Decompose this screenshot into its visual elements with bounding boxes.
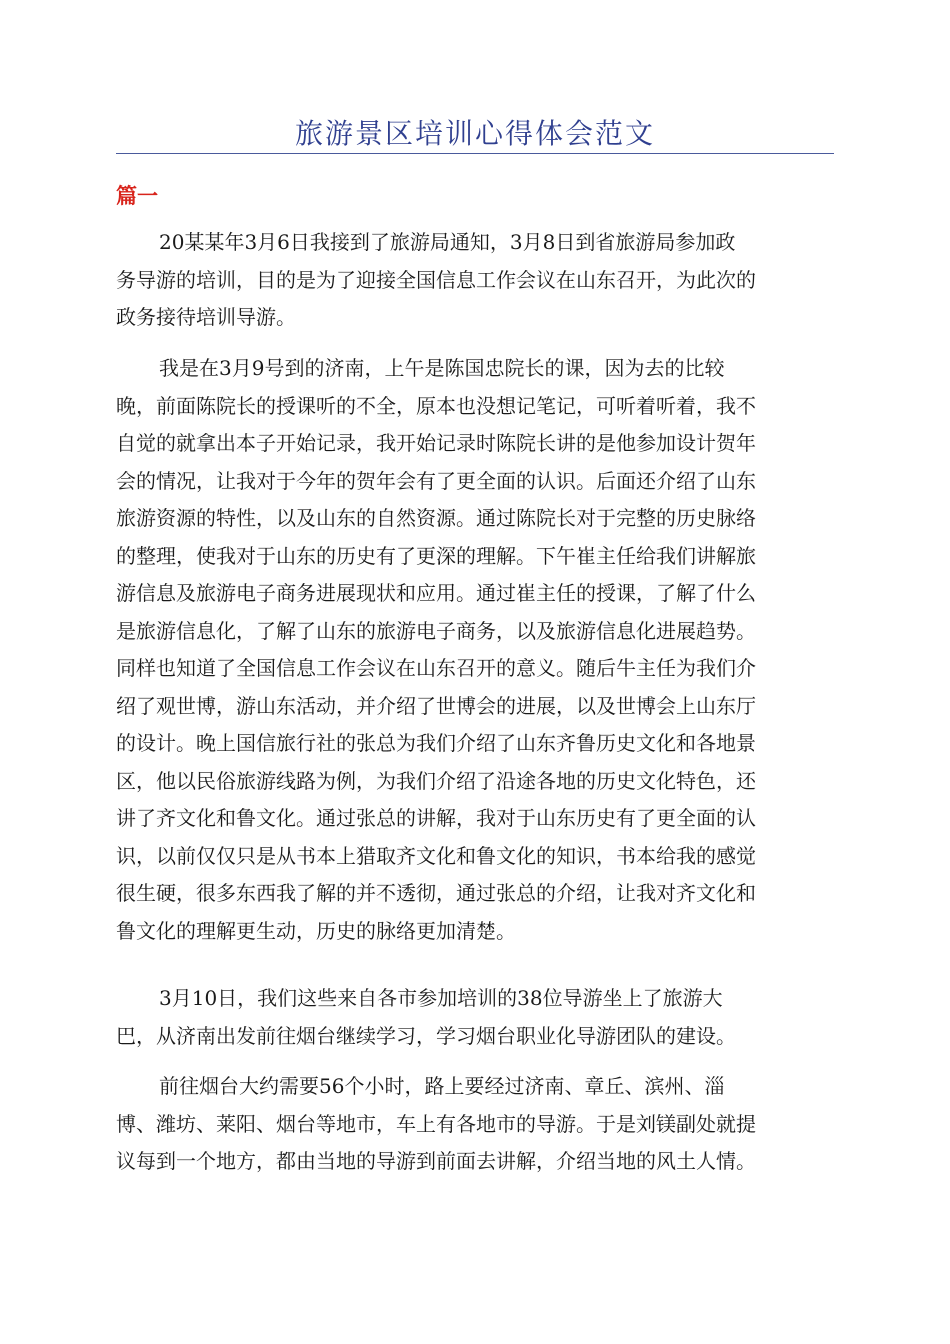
paragraph-4 [116, 1068, 834, 1181]
paragraph-line: 议每到一个地方，都由当地的导游到前面去讲解，介绍当地的风土人情。 [116, 1149, 756, 1173]
paragraph-line: 的设计。晚上国信旅行社的张总为我们介绍了山东齐鲁历史文化和各地景 [116, 731, 756, 755]
paragraph-line: 博、潍坊、莱阳、烟台等地市，车上有各地市的导游。于是刘镁副处就提 [116, 1111, 756, 1136]
paragraph-line: 前往烟台大约需要56个小时，路上要经过济南、章丘、滨州、淄 [159, 1074, 725, 1098]
paragraph-line: 区，他以民俗旅游线路为例，为我们介绍了沿途各地的历史文化特色，还 [116, 768, 756, 793]
paragraph-line: 游信息及旅游电子商务进展现状和应用。通过崔主任的授课，了解了什么 [116, 581, 756, 605]
paragraph-line: 旅游资源的特性，以及山东的自然资源。通过陈院长对于完整的历史脉络 [116, 506, 756, 530]
paragraph-3 [116, 980, 834, 1055]
paragraph-line: 讲了齐文化和鲁文化。通过张总的讲解，我对于山东历史有了更全面的认 [116, 806, 756, 830]
paragraph-line: 很生硬，很多东西我了解的并不透彻，通过张总的介绍，让我对齐文化和 [116, 881, 756, 905]
paragraph-line: 务导游的培训，目的是为了迎接全国信息工作会议在山东召开，为此次的 [116, 267, 756, 292]
paragraph-line: 识，以前仅仅只是从书本上猎取齐文化和鲁文化的知识，书本给我的感觉 [116, 843, 756, 868]
document-title: 旅游景区培训心得体会范文 [294, 117, 655, 150]
paragraph-line: 的整理，使我对于山东的历史有了更深的理解。下午崔主任给我们讲解旅 [116, 543, 756, 568]
paragraph-line: 鲁文化的理解更生动，历史的脉络更加清楚。 [116, 918, 516, 943]
paragraph-line: 我是在3月9号到的济南，上午是陈国忠院长的课，因为去的比较 [159, 356, 725, 380]
section-heading: 篇一 [116, 184, 158, 208]
paragraph-2 [116, 350, 834, 950]
paragraph-line: 会的情况，让我对于今年的贺年会有了更全面的认识。后面还介绍了山东 [116, 468, 756, 493]
title-underline [116, 153, 834, 154]
paragraph-line: 政务接待培训导游。 [116, 305, 296, 329]
paragraph-line: 3月10日，我们这些来自各市参加培训的38位导游坐上了旅游大 [159, 986, 723, 1010]
paragraph-line: 绍了观世博，游山东活动，并介绍了世博会的进展，以及世博会上山东厅 [116, 693, 756, 718]
paragraph-line: 巴，从济南出发前往烟台继续学习，学习烟台职业化导游团队的建设。 [116, 1023, 736, 1048]
paragraph-line: 同样也知道了全国信息工作会议在山东召开的意义。随后牛主任为我们介 [116, 656, 756, 680]
paragraph-line: 晚，前面陈院长的授课听的不全，原本也没想记笔记，可听着听着，我不 [116, 393, 756, 418]
paragraph-line: 20某某年3月6日我接到了旅游局通知，3月8日到省旅游局参加政 [159, 230, 736, 254]
paragraph-line: 自觉的就拿出本子开始记录，我开始记录时陈院长讲的是他参加设计贺年 [116, 431, 756, 455]
paragraph-line: 是旅游信息化，了解了山东的旅游电子商务，以及旅游信息化进展趋势。 [116, 618, 756, 643]
paragraph-1 [116, 224, 834, 337]
